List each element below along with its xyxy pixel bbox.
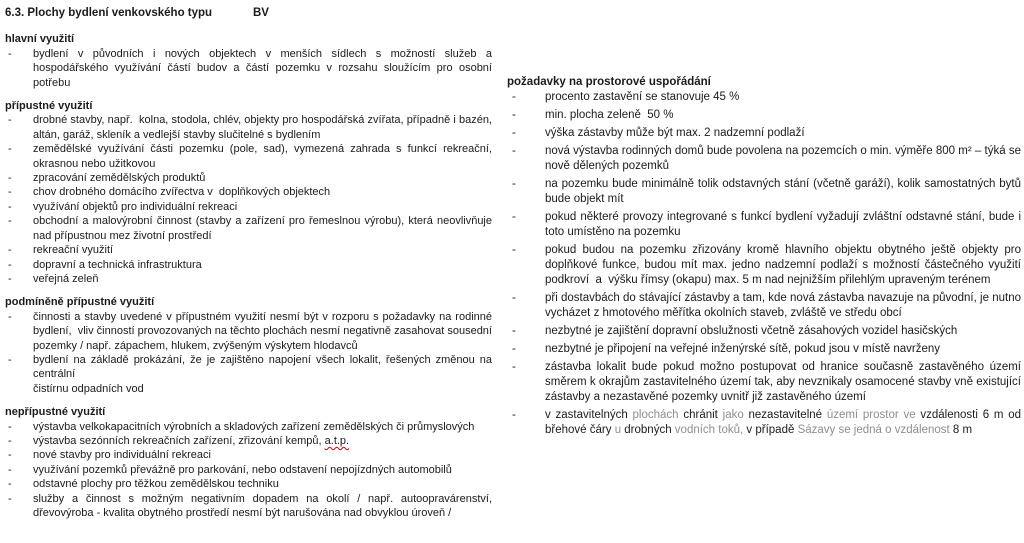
section-heading: hlavní využití [5,33,75,46]
bullet-dash: - [8,420,12,433]
list-item-text: zemědělské využívání části pozemku (pole, sad), vymezená zahrada s funkcí rekreační, okrasnou nebo užitkovou [33,143,492,170]
list-item-text: výstavba velkokapacitních výrobních a skladových zařízení zemědělských či průmyslových [33,420,475,433]
bullet-dash: - [8,463,12,476]
text-segment: vzdálenosti 6 m od břehové čáry [545,409,1022,436]
bullet-dash: - [512,244,516,256]
bullet-dash: - [8,272,12,285]
list-item-text-line1: bydlení na základě prokázání, že je zajištěno napojení všech lokalit, řešených změnou na centrální [33,353,492,381]
page-title-text: 6.3. Plochy bydlení venkovského typu [5,7,213,19]
page-title [5,6,492,20]
list-item [5,492,492,521]
list-item-text: nová výstavba rodinných domů bude povolena na pozemcích o min. výměře 800 m² – týká se nově dělených pozemků [545,145,1021,172]
bullet-dash: - [512,325,516,337]
list-item-text: zástavba lokalit bude pokud možno postupovat od hranice současně zastavěného území směrem k okrajům zastavitelného území tak, aby nevznikaly osamocené stavby vně existující zástavby a nezastavěné pozemky uvnitř již zastavěného území [545,361,1021,403]
text-segment-faded: plochách [632,409,684,421]
bullet-dash: - [512,292,516,304]
bullet-dash: - [512,178,516,190]
list-item [5,420,492,434]
text-segment: 8 m [952,424,973,436]
list-item [5,353,492,396]
spellcheck-marked-word: a.t.p. [324,434,350,447]
bullet-dash: - [8,492,12,505]
zone-code: BV [253,7,269,19]
list-item-text-line2: čistírnu odpadních vod [33,382,144,395]
list-item-text: obchodní a malovýrobní činnost (stavby a zařízení pro řemeslnou výrobu), která neovlivňuje nad přípustnou mez životní prostředí [33,215,492,242]
text-segment-faded: vodních toků, [674,424,747,436]
list-item-text: využívání objektů pro individuální rekreaci [33,200,238,213]
list-item-text: rekreační využití [33,244,114,257]
text-segment: v zastavitelných [545,409,633,421]
text-segment: v případě [746,424,798,436]
section-heading-pozadavky: požadavky na prostorové uspořádání [507,76,711,88]
bullet-dash: - [8,200,12,213]
list-item-text [33,354,492,395]
list-item-text: min. plocha zeleně 50 % [545,109,674,121]
list-item [507,108,1021,123]
bullet-dash: - [8,215,12,228]
list-item [507,243,1021,288]
text-segment: drobných [624,424,675,436]
list-item-text: služby a činnost s možným negativním dopadem na okolí / např. autoopravárenství, dřevovýroba - kvalita obytného prostředí nesmí být narušována nad obvyklou úroveň / [33,492,492,519]
list-item-text: výška zástavby může být max. 2 nadzemní podlaží [545,127,805,139]
bullet-dash: - [8,353,12,366]
bullet-dash: - [512,127,516,139]
bullet-dash: - [512,109,516,121]
bullet-dash: - [512,409,516,421]
list-item [5,434,492,448]
list-item [5,243,492,257]
list-item [5,47,492,90]
list-item [507,177,1021,207]
list-item [507,126,1021,141]
list-item [5,185,492,199]
bullet-dash: - [8,143,12,156]
list-item-text [33,435,349,447]
text-segment: nezastavitelné [748,409,827,421]
list-item-text: nové stavby pro individuální rekreaci [33,449,211,462]
list-item-text: zpracování zemědělských produktů [33,172,206,185]
list-item [5,171,492,185]
list-item [507,90,1021,105]
section-podminene-pripustne-vyuziti [5,295,492,396]
list-item-text: činnosti a stavby uvedené v přípustném využití nesmí být v rozporu s požadavky na rodinné bydlení, vliv činností provozovaných na těchto plochách nesmí negativně zasahovat sousední pozemky / např. zápachem, hlukem, zvýšeným výskytem hlodavců [33,310,492,352]
text-segment-faded: území prostor ve [826,409,921,421]
section-heading: nepřípustné využití [5,406,106,419]
section-nepripustne-vyuziti [5,405,492,520]
list-item-text: bydlení v původních i nových objektech v menších sídlech s možností služeb a hospodářského využívání částí budov a částí pozemku v rozsahu sloužícím pro osobní potřebu [33,47,492,89]
list-item-text: veřejná zeleň [33,272,99,285]
list-item [507,324,1021,339]
bullet-dash: - [8,310,12,323]
list-item-faded-scan [507,408,1021,438]
bullet-dash: - [8,47,12,60]
list-item-text: nezbytné je zajištění dopravní obslužnosti včetně zásahových vozidel hasičských [545,325,958,337]
bullet-dash: - [512,91,516,103]
bullet-dash: - [512,145,516,157]
bullet-dash: - [512,361,516,373]
left-column [5,6,492,520]
list-item-text: využívání pozemků převážně pro parkování, nebo odstavení nepojízdných automobilů [33,463,452,476]
list-item-text-prefix: výstavba sezónních rekreačních zařízení, zřizování kempů, [33,434,325,447]
list-item [507,291,1021,321]
list-item-text: procento zastavění se stanovuje 45 % [545,91,740,103]
bullet-dash: - [8,434,12,447]
list-item [507,210,1021,240]
text-segment-faded: jako [722,409,749,421]
text-segment: chránit [683,409,723,421]
list-item-text: pokud některé provozy integrované s funkcí bydlení vyžadují zvláštní odstavné stání, bude i toto umístěno na pozemku [545,211,1021,238]
bullet-dash: - [8,449,12,462]
list-item-text: chov drobného domácího zvířectva v doplňkových objektech [33,186,331,199]
list-item [507,144,1021,174]
list-item-text [545,409,1021,436]
bullet-dash: - [8,258,12,271]
list-item-text: na pozemku bude minimálně tolik odstavných stání (včetně garáží), kolik samostatných bytů bude objekt mít [545,178,1021,205]
bullet-dash: - [8,244,12,257]
list-item-text: odstavné plochy pro těžkou zemědělskou techniku [33,478,279,491]
text-segment-faded: u [614,424,625,436]
list-item [5,477,492,491]
list-item [507,342,1021,357]
list-item [5,200,492,214]
list-item [5,310,492,353]
list-item [5,214,492,243]
bullet-dash: - [8,114,12,127]
list-item [5,258,492,272]
list-item [5,448,492,462]
list-item [5,272,492,286]
list-item-text: při dostavbách do stávající zástavby a tam, kde nová zástavba navazuje na původní, je nutno vycházet z hmotového měřítka okolních staveb, zvláště ve středu obcí [545,292,1021,319]
section-hlavni-vyuziti [5,32,492,90]
list-item-text: pokud budou na pozemku zřizovány kromě hlavního objektu obytného ještě objekty pro doplňkové funkce, budou mít max. jedno nadzemní podlaží s možností částečného využití podkroví a výšku římsy (okapu) max. 5 m nad nejnižším přilehlým upraveným terénem [545,244,1021,286]
list-item-text: dopravní a technická infrastruktura [33,258,202,271]
list-item [5,113,492,142]
bullet-dash: - [8,186,12,199]
list-item [5,463,492,477]
bullet-dash: - [512,343,516,355]
section-heading: přípustné využití [5,100,93,113]
bullet-dash: - [512,211,516,223]
list-item-text: drobné stavby, např. kolna, stodola, chlév, objekty pro hospodářská zvířata, případně i bazén, altán, garáž, skleník a vedlejší stavby slučitelné s bydlením [33,114,492,141]
section-pripustne-vyuziti [5,99,492,286]
bullet-dash: - [8,478,12,491]
section-heading: podmíněně přípustné využití [5,296,155,309]
list-item [507,360,1021,405]
list-item [5,142,492,171]
text-segment-faded: Sázavy se jedná o vzdálenost [797,424,953,436]
list-item-text: nezbytné je připojení na veřejné inženýrské sítě, pokud jsou v místě navrženy [545,343,941,355]
right-column [507,75,1021,441]
bullet-dash: - [8,172,12,185]
